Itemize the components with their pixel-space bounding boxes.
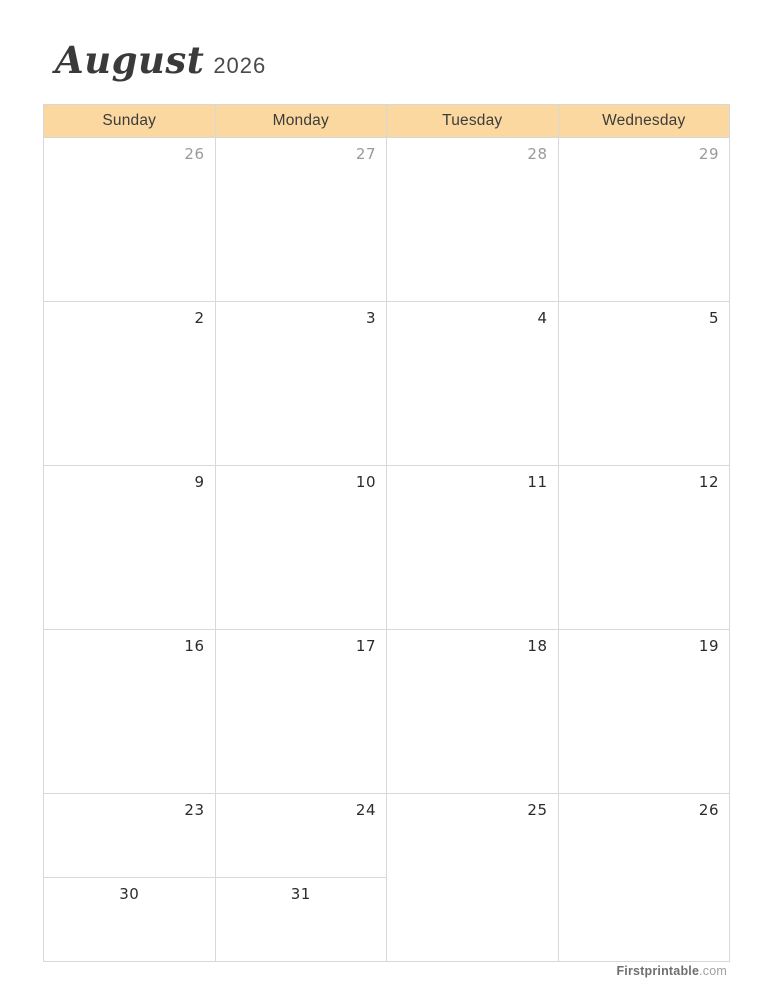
day-cell[interactable] (44, 794, 216, 878)
day-cell[interactable] (387, 630, 559, 794)
day-number: 5 (708, 309, 719, 327)
day-number: 19 (698, 637, 719, 655)
footer-tld: .com (699, 964, 727, 978)
day-cell[interactable] (44, 630, 216, 794)
weekday-header-row (44, 105, 730, 138)
weekday-header-sunday: Sunday (44, 105, 216, 138)
day-number: 26 (184, 145, 205, 163)
day-cell[interactable] (215, 138, 387, 302)
day-number: 4 (537, 309, 548, 327)
day-cell[interactable] (44, 466, 216, 630)
day-number: 27 (355, 145, 376, 163)
day-cell[interactable] (387, 466, 559, 630)
day-number: 28 (527, 145, 548, 163)
day-number: 17 (355, 637, 376, 655)
day-number: 30 (119, 885, 140, 903)
day-number: 10 (355, 473, 376, 491)
day-cell[interactable] (215, 302, 387, 466)
title-month: August (55, 38, 205, 82)
day-cell[interactable] (558, 138, 730, 302)
day-cell[interactable] (44, 878, 216, 962)
day-number: 31 (290, 885, 311, 903)
week-row (44, 138, 730, 302)
day-number: 12 (698, 473, 719, 491)
day-cell[interactable] (215, 794, 387, 878)
day-number: 16 (184, 637, 205, 655)
day-cell[interactable] (558, 794, 730, 962)
week-row (44, 302, 730, 466)
day-number: 18 (527, 637, 548, 655)
day-number: 2 (194, 309, 205, 327)
week-row (44, 630, 730, 794)
day-cell[interactable] (387, 138, 559, 302)
day-number: 9 (194, 473, 205, 491)
day-number: 26 (698, 801, 719, 819)
weekday-header-monday: Monday (215, 105, 387, 138)
week-row (44, 794, 730, 878)
calendar-grid (43, 104, 730, 962)
footer-brand: Firstprintable (616, 964, 700, 978)
day-number: 3 (365, 309, 376, 327)
day-cell[interactable] (387, 794, 559, 962)
day-number: 25 (527, 801, 548, 819)
day-cell[interactable] (558, 302, 730, 466)
day-cell[interactable] (44, 138, 216, 302)
weekday-header-wednesday: Wednesday (558, 105, 730, 138)
day-cell[interactable] (558, 630, 730, 794)
day-cell[interactable] (44, 302, 216, 466)
weekday-header-tuesday: Tuesday (387, 105, 559, 138)
day-cell[interactable] (215, 878, 387, 962)
page-title (43, 38, 730, 104)
day-cell[interactable] (387, 302, 559, 466)
title-year: 2026 (213, 53, 267, 78)
week-row (44, 466, 730, 630)
day-cell[interactable] (215, 466, 387, 630)
day-cell[interactable] (215, 630, 387, 794)
day-number: 23 (184, 801, 205, 819)
day-number: 29 (698, 145, 719, 163)
day-cell[interactable] (558, 466, 730, 630)
day-number: 11 (527, 473, 548, 491)
footer-credit (616, 964, 727, 978)
day-number: 24 (355, 801, 376, 819)
